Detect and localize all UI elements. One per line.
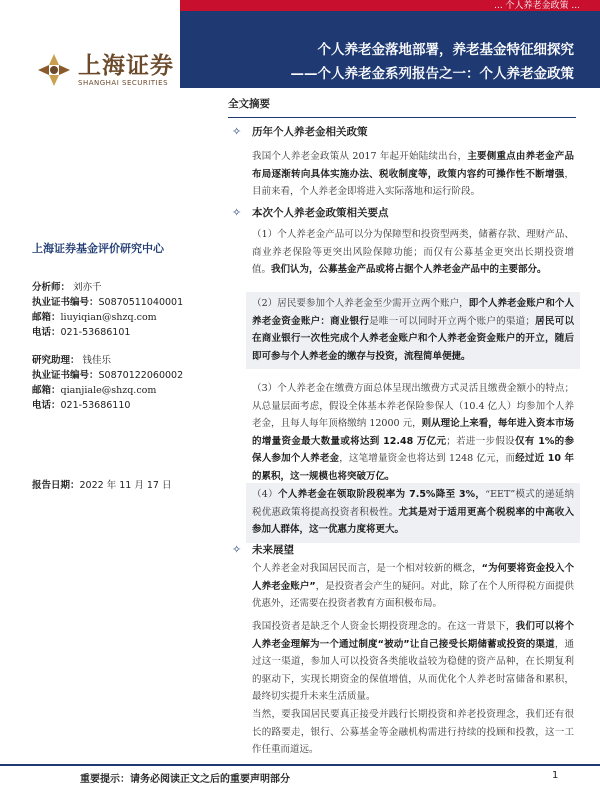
section-heading-outlook: ✧ 未来展望 (232, 543, 294, 556)
diamond-bullet-icon: ✧ (232, 543, 242, 556)
report-date: 报告日期：2022 年 11 月 17 日 (32, 480, 172, 491)
paragraph-point-1: （1）个人养老金产品可以分为保障型和投资型两类，储蓄存款、理财产品、商业养老保险等更突出风险保障功能；而仅有公募基金更突出长期投资增值。我们认为，公募基金产品或将占据个人养老金产品中的主要部分。 (252, 229, 574, 275)
report-title: 个人养老金落地部署，养老基金特征细探究 (317, 42, 574, 58)
diamond-bullet-icon: ✧ (232, 125, 242, 138)
section-heading-key-points: ✧ 本次个人养老金政策相关要点 (232, 206, 389, 219)
logo-chinese-name: 上海证券 (78, 53, 174, 79)
paragraph-policy-history: 我国个人养老金政策从 2017 年起开始陆续出台，主要侧重点由养老金产品布局逐渐转向具体实施办法、税收制度等，政策内容约可操作性不断增强，目前来看，个人养老金即将进入实际落地和运行阶段。 (252, 151, 574, 197)
report-subtitle: ——个人养老金系列报告之一：个人养老金政策 (290, 66, 574, 82)
paragraph-point-2: （2）居民要参加个人养老金至少需开立两个账户，即个人养老金账户和个人养老金资金账户：商业银行是唯一可以同时开立两个账户的渠道；居民可以在商业银行一次性完成个人养老金账户和个人养老金资金账户的开立，随后即可参与个人养老金的缴存与投资，流程简单便捷。 (246, 292, 580, 369)
assistant-phone-row: 电话：021-53686110 (32, 400, 131, 411)
paragraph-point-4: （4）个人养老金在领取阶段税率为 7.5%降至 3%，“EET”模式的递延纳税优惠政策将提高投资者积极性。尤其是对于适用更高个税税率的中高收入参加人群体，这一优惠力度将更大。 (246, 483, 580, 543)
assistant-cert-row: 执业证书编号：S0870122060002 (32, 370, 184, 381)
header-strip-text: ... 个人养老金政策 ... (494, 1, 580, 11)
logo-english-name: SHANGHAI SECURITIES (78, 79, 169, 87)
diamond-bullet-icon: ✧ (232, 206, 242, 219)
paragraph-outlook-1: 个人养老金对我国居民而言，是一个相对较新的概念，“为何要将资金投入个人养老金账户”，是投资者会产生的疑问。对此，除了在个人所得税方面提供优惠外，还需要在投资者教育方面积极布局。 (252, 563, 574, 609)
footer-divider (0, 764, 600, 766)
paragraph-outlook-2: 我国投资者是缺乏个人资金长期投资理念的。在这一背景下，我们可以将个人养老金理解为一个通过制度“被动”让自己接受长期储蓄或投资的渠道，通过这一渠道，参加人可以投资各类能收益较为稳健的资产品种，在长期复利的驱动下，实现长期资金的保值增值，从而优化个人养老时富储备和累积，最终切实提升未来生活质量。 (252, 621, 574, 702)
section-heading-policy-history: ✧ 历年个人养老金相关政策 (232, 125, 368, 138)
summary-title: 全文摘要 (228, 98, 270, 110)
company-logo (36, 52, 174, 88)
summary-header (228, 96, 576, 118)
report-title-banner (180, 11, 600, 88)
sidebar-research-team (32, 240, 212, 413)
research-center-heading: 上海证券基金评价研究中心 (32, 242, 164, 255)
analyst-phone-row: 电话：021-53686101 (32, 327, 131, 338)
summary-divider (228, 117, 576, 118)
analyst-row: 分析师： 刘亦千 (32, 282, 102, 293)
header-red-strip (180, 0, 600, 11)
analyst-email-row: 邮箱：liuyiqian@shzq.com (32, 312, 157, 323)
paragraph-point-3: （3）个人养老金在缴费方面总体呈现出缴费方式灵活且缴费金额小的特点；从总量层面考虑，假设全体基本养老保险参保人（10.4 亿人）均参加个人养老金，且每人每年顶格缴纳 12000 元，则从理论上来看，每年进入资本市场的增量资金最大数量或将达到 12.48 万亿元；若进一步假设仅有 1%的参保人参加个人养老金，这笔增量资金也将达到 1248 亿元，而经过近 10 年的累积，这一规模也将突破万亿。 (252, 383, 574, 482)
paragraph-outlook-3: 当然，要我国居民要真正接受并践行长期投资和养老投资理念，我们还有很长的路要走，银行、公募基金等金融机构需进行持续的投顾和投教，这一工作任重而道远。 (252, 709, 574, 755)
page-number: 1 (552, 770, 559, 781)
analyst-cert-row: 执业证书编号：S0870511040001 (32, 297, 184, 308)
assistant-row: 研究助理： 钱佳乐 (32, 355, 112, 366)
footer-disclaimer: 重要提示：请务必阅读正文之后的重要声明部分 (80, 774, 290, 785)
assistant-email-row: 邮箱：qianjiale@shzq.com (32, 385, 157, 396)
logo-mark-icon (36, 52, 72, 88)
